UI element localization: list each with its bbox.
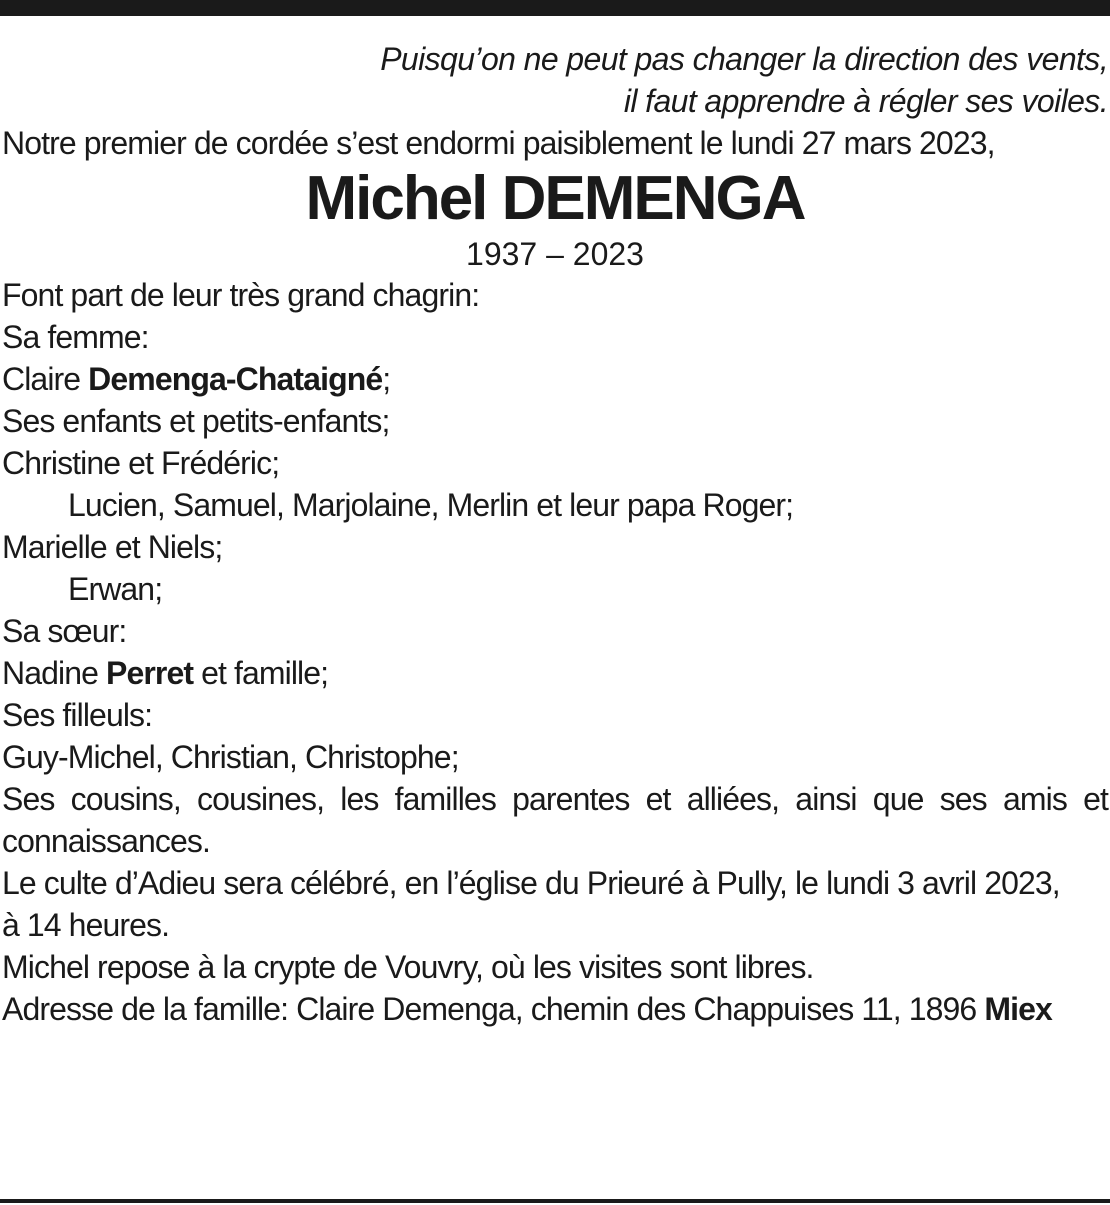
family-address	[2, 988, 1108, 1030]
ceremony-line-1: Le culte d’Adieu sera célébré, en l’église du Prieuré à Pully, le lundi 3 avril 2023,	[2, 865, 1060, 901]
announcement: Font part de leur très grand chagrin:	[2, 277, 480, 313]
child-family-1: Christine et Frédéric;	[2, 445, 280, 481]
child-family-2: Marielle et Niels;	[2, 529, 223, 565]
wife-label: Sa femme:	[2, 319, 149, 355]
ceremony-line-2: à 14 heures.	[2, 907, 170, 943]
sister-last-name: Perret	[106, 655, 194, 691]
relatives-text: Ses cousins, cousines, les familles parentes et alliées, ainsi que ses amis et connaissances.	[2, 781, 1108, 859]
deceased-years: 1937 – 2023	[466, 236, 644, 272]
address-prefix: Adresse de la famille: Claire Demenga, chemin des Chappuises 11, 1896	[2, 991, 985, 1027]
deceased-name: Michel DEMENGA	[305, 164, 805, 233]
intro-text: Notre premier de cordée s’est endormi paisiblement le lundi 27 mars 2023,	[2, 125, 995, 161]
sister-end: et famille;	[193, 655, 329, 691]
quote-line-2: il faut apprendre à régler ses voiles.	[623, 83, 1108, 119]
wife-end: ;	[382, 361, 391, 397]
children-label: Ses enfants et petits-enfants;	[2, 403, 390, 439]
address-city: Miex	[984, 991, 1052, 1027]
notice-body	[2, 38, 1108, 1030]
grandchildren-2: Erwan;	[68, 571, 163, 607]
godchildren-names: Guy-Michel, Christian, Christophe;	[2, 739, 459, 775]
quote-line-1: Puisqu’on ne peut pas changer la direction des vents,	[380, 41, 1108, 77]
sister-name	[2, 652, 1108, 694]
wife-name	[2, 358, 1108, 400]
bottom-rule	[0, 1199, 1110, 1203]
sister-first-name: Nadine	[2, 655, 106, 691]
wife-last-name: Demenga-Chataigné	[88, 361, 383, 397]
sister-label: Sa sœur:	[2, 613, 127, 649]
top-rule	[0, 0, 1110, 16]
godchildren-label: Ses filleuls:	[2, 697, 153, 733]
grandchildren-1: Lucien, Samuel, Marjolaine, Merlin et leur papa Roger;	[68, 487, 794, 523]
rest-text: Michel repose à la crypte de Vouvry, où les visites sont libres.	[2, 949, 814, 985]
wife-first-name: Claire	[2, 361, 89, 397]
